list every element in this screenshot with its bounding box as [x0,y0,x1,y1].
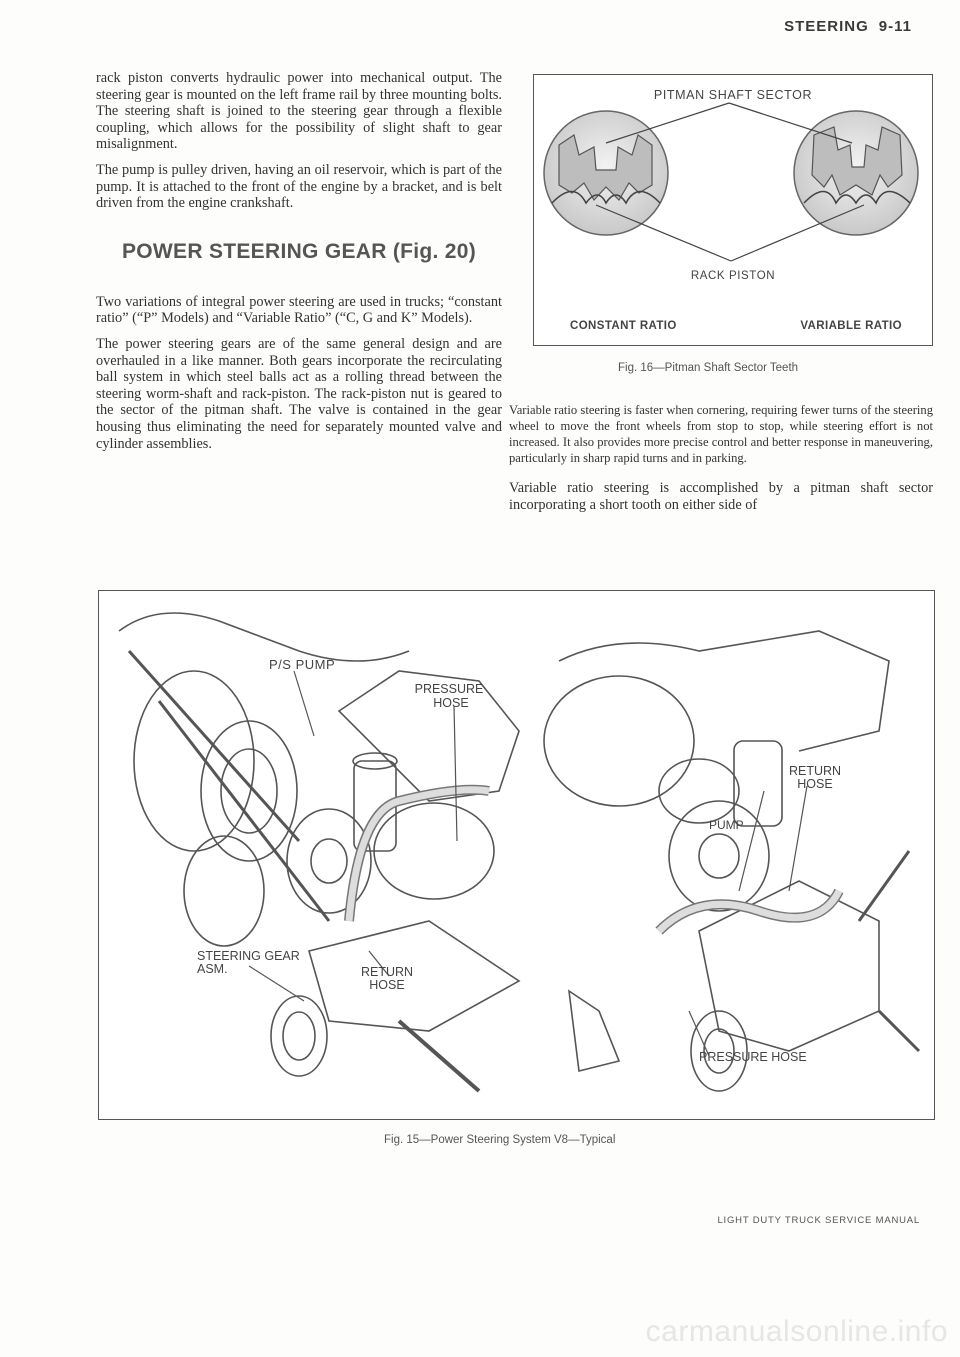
leader-line [739,791,764,891]
label-pressure-hose-right: PRESSURE HOSE [699,1050,807,1064]
pitman-sector-diagram [534,75,932,345]
section-heading: POWER STEERING GEAR (Fig. 20) [121,239,477,263]
pump-hub-right [699,834,739,878]
paragraph: The pump is pulley driven, having an oil reservoir, which is part of the pump. It is attached to the front of the engine by a bracket, and is belt driven from the engine crankshaft. [96,161,502,212]
leader-line [249,966,304,1001]
figure-16 [533,74,933,346]
label-variable-ratio: VARIABLE RATIO [800,320,902,332]
pulley-large [201,721,297,861]
paragraph: Variable ratio steering is faster when cornering, requiring fewer turns of the steering wheel to move the front wheels from stop to stop, while steering effort is not increased. It also provides more precise control and better response in maneuvering, particularly in sharp rapid turns and in parking. [509,403,933,465]
figure-15-caption: Fig. 15—Power Steering System V8—Typical [384,1134,616,1146]
label-pressure-hose: PRESSURE [414,682,484,696]
page-number: 9-11 [878,18,912,35]
paragraph: Two variations of integral power steering are used in trucks; “constant ratio” (“P” Models) and “Variable Ratio” (“C, G and K” Models). [96,293,502,327]
pump-pulley-hub [311,839,347,883]
steering-gear-body [309,921,519,1031]
leader-line [294,671,314,736]
engine-outline [119,613,409,661]
label-return-hose-right: RETURN [788,764,842,778]
pitman-arm [399,1021,479,1091]
power-steering-system-illustration [99,591,934,1119]
engine-outline-right [559,631,889,751]
left-column [96,70,502,461]
label-return-hose-left: RETURN [360,965,414,979]
bracket-right [569,991,619,1071]
label-return-hose-left-2: HOSE [369,978,405,992]
gear-bore-inner [283,1012,315,1060]
fan-blade [134,671,254,851]
label-steering-gear: STEERING GEAR [197,949,300,963]
tie-rod-right [879,1011,919,1051]
pulley-lower [184,836,264,946]
page-footer: LIGHT DUTY TRUCK SERVICE MANUAL [717,1215,920,1226]
label-return-hose-right-2: HOSE [797,777,833,791]
figure-15 [98,590,935,1120]
leader-line [454,706,457,841]
label-steering-gear-asm: ASM. [197,962,228,976]
page-header [784,18,912,35]
right-column [509,402,933,522]
label-pump: PUMP [709,818,744,832]
paragraph: Variable ratio steering is accomplished by a pitman shaft sector incorporating a short tooth on either side of [509,480,933,513]
label-pressure-hose-2: HOSE [433,696,469,710]
label-pitman-shaft-sector: PITMAN SHAFT SECTOR [653,88,813,102]
pump-body [374,803,494,899]
fan-housing-right [544,676,694,806]
figure-16-caption: Fig. 16—Pitman Shaft Sector Teeth [618,362,799,374]
drive-belt [129,651,299,841]
watermark: carmanualsonline.info [645,1315,948,1348]
gear-housing-bore [271,996,327,1076]
section-title: STEERING [784,18,869,35]
paragraph: rack piston converts hydraulic power into mechanical output. The steering gear is mounted on the left frame rail by three mounting bolts. The steering shaft is joined to the steering gear through a flexible coupling, which allows for the possibility of slight shaft to gear misalignment. [96,70,502,153]
label-constant-ratio: CONSTANT RATIO [570,320,677,332]
return-line-right [859,851,909,921]
label-ps-pump: P/S PUMP [269,657,336,672]
label-rack-piston: RACK PISTON [690,270,776,282]
pulley-right [659,759,739,823]
leader-line [789,786,807,891]
paragraph: The power steering gears are of the same general design and are overhauled in a like manner. Both gears incorporate the recirculating ball system in which steel balls act as a rolling thread between the steering worm-shaft and rack-piston. The rack-piston nut is geared to the sector of the pitman shaft. The valve is contained in the gear housing thus eliminating the need for separately mounted valve and cylinder assemblies. [96,335,502,452]
